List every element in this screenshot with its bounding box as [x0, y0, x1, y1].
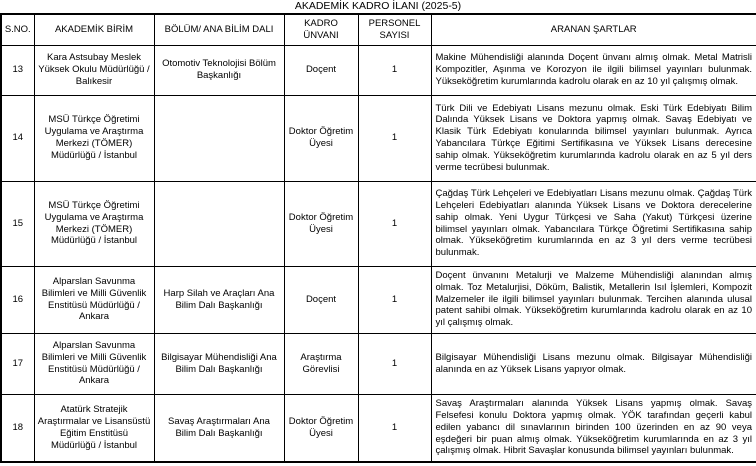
table-row [1, 333, 756, 394]
cell-bolum: Bilgisayar Mühendisliği Ana Bilim Dalı Başkanlığı [154, 333, 284, 394]
header-personel-sayisi: PERSONEL SAYISI [358, 14, 431, 45]
cell-akademik-birim: Atatürk Stratejik Araştırmalar ve Lisansüstü Eğitim Enstitüsü Müdürlüğü / İstanbul [34, 394, 154, 462]
cell-sno: 15 [1, 181, 34, 266]
cell-akademik-birim: MSÜ Türkçe Öğretimi Uygulama ve Araştırma Merkezi (TÖMER) Müdürlüğü / İstanbul [34, 95, 154, 181]
cell-personel-sayisi: 1 [358, 333, 431, 394]
cell-bolum [154, 181, 284, 266]
cell-personel-sayisi: 1 [358, 181, 431, 266]
cell-sno: 17 [1, 333, 34, 394]
cell-kadro-unvani: Doçent [284, 45, 358, 95]
cell-kadro-unvani: Doktor Öğretim Üyesi [284, 394, 358, 462]
cell-personel-sayisi: 1 [358, 95, 431, 181]
cell-aranan-sartlar: Makine Mühendisliği alanında Doçent ünvanı almış olmak. Metal Matrisli Kompozitler, Aşınma ve Korozyon ile ilgili bilimsel yayınları bulunmak. Yükseköğretim kurumlarında kadrolu olarak en az 10 yıl çalışmış olmak. [431, 45, 756, 95]
cell-kadro-unvani: Doktor Öğretim Üyesi [284, 95, 358, 181]
header-bolum: BÖLÜM/ ANA BİLİM DALI [154, 14, 284, 45]
header-akademik-birim: AKADEMİK BİRİM [34, 14, 154, 45]
table-row [1, 266, 756, 333]
table-header-row [1, 14, 756, 45]
table-row [1, 45, 756, 95]
cell-bolum: Savaş Araştırmaları Ana Bilim Dalı Başkanlığı [154, 394, 284, 462]
cell-akademik-birim: Alparslan Savunma Bilimleri ve Milli Güvenlik Enstitüsü Müdürlüğü / Ankara [34, 266, 154, 333]
cell-bolum: Harp Silah ve Araçları Ana Bilim Dalı Başkanlığı [154, 266, 284, 333]
cell-personel-sayisi: 1 [358, 394, 431, 462]
cell-aranan-sartlar: Türk Dili ve Edebiyatı Lisans mezunu olmak. Eski Türk Edebiyatı Bilim Dalında Yüksek Lisans ve Doktora yapmış olmak. Savaş Edebiyatı ve Klasik Türk Edebiyatı konularında bilimsel yayınları bulunmak. Ayrıca Yabancılara Türkçe Eğitimi Sertifikasına ve Yüksek Lisans derecesine sahip olmak. Yükseköğretim kurumlarında kadrolu olarak en az 5 yıl ders verme tecrübesi bulunmak. [431, 95, 756, 181]
table-row [1, 95, 756, 181]
table-row [1, 181, 756, 266]
cell-aranan-sartlar: Çağdaş Türk Lehçeleri ve Edebiyatları Lisans mezunu olmak. Çağdaş Türk Lehçeleri Edebiyatları alanında Yüksek Lisans ve Doktora derecelerine sahip olmak. Yeni Uygur Türkçesi ve Saha (Yakut) Türkçesi üzerine bilimsel yayınları olmak. Yabancılara Türkçe Öğretimi Sertifikasına sahip olmak. Yükseköğretim kurumlarında en az 3 yıl ders verme tecrübesi bulunmak. [431, 181, 756, 266]
cell-aranan-sartlar: Bilgisayar Mühendisliği Lisans mezunu olmak. Bilgisayar Mühendisliği alanında en az Yüksek Lisans yapıyor olmak. [431, 333, 756, 394]
cell-aranan-sartlar: Doçent ünvanını Metalurji ve Malzeme Mühendisliği alanından almış olmak. Toz Metalurjisi, Döküm, Balistik, Metallerin Isıl İşlemleri, Kompozit Malzemeler ile ilgili bilimsel yayınları bulunmak. Tercihen alanında ulusal patent sahibi olmak. Yükseköğretim kurumlarında kadrolu olarak en az 10 yıl çalışmış olmak. [431, 266, 756, 333]
page-title: AKADEMİK KADRO İLANI (2025-5) [294, 0, 462, 12]
cell-sno: 16 [1, 266, 34, 333]
cell-personel-sayisi: 1 [358, 266, 431, 333]
cell-bolum: Otomotiv Teknolojisi Bölüm Başkanlığı [154, 45, 284, 95]
header-kadro-unvani: KADRO ÜNVANI [284, 14, 358, 45]
cell-kadro-unvani: Araştırma Görevlisi [284, 333, 358, 394]
cell-akademik-birim: Kara Astsubay Meslek Yüksek Okulu Müdürlüğü / Balıkesir [34, 45, 154, 95]
cell-personel-sayisi: 1 [358, 45, 431, 95]
cell-bolum [154, 95, 284, 181]
cell-akademik-birim: Alparslan Savunma Bilimleri ve Milli Güvenlik Enstitüsü Müdürlüğü / Ankara [34, 333, 154, 394]
cell-akademik-birim: MSÜ Türkçe Öğretimi Uygulama ve Araştırma Merkezi (TÖMER) Müdürlüğü / İstanbul [34, 181, 154, 266]
table-row [1, 394, 756, 462]
cell-sno: 14 [1, 95, 34, 181]
header-aranan-sartlar: ARANAN ŞARTLAR [431, 14, 756, 45]
cell-sno: 13 [1, 45, 34, 95]
cell-aranan-sartlar: Savaş Araştırmaları alanında Yüksek Lisans yapmış olmak. Savaş Felsefesi konulu Doktora yapmış olmak. YÖK tarafından geçerli kabul edilen yabancı dil sınavlarının birinden 100 üzerinden en az 90 veya eşdeğeri bir puan almış olmak. Yükseköğretim kurumlarında en az 3 yıl çalışmış olmak. Hibrit Savaşlar konusunda bilimsel yayınları bulunmak. [431, 394, 756, 462]
header-sno: S.NO. [1, 14, 34, 45]
cell-kadro-unvani: Doçent [284, 266, 358, 333]
cell-kadro-unvani: Doktor Öğretim Üyesi [284, 181, 358, 266]
cell-sno: 18 [1, 394, 34, 462]
academic-positions-table [0, 13, 756, 463]
